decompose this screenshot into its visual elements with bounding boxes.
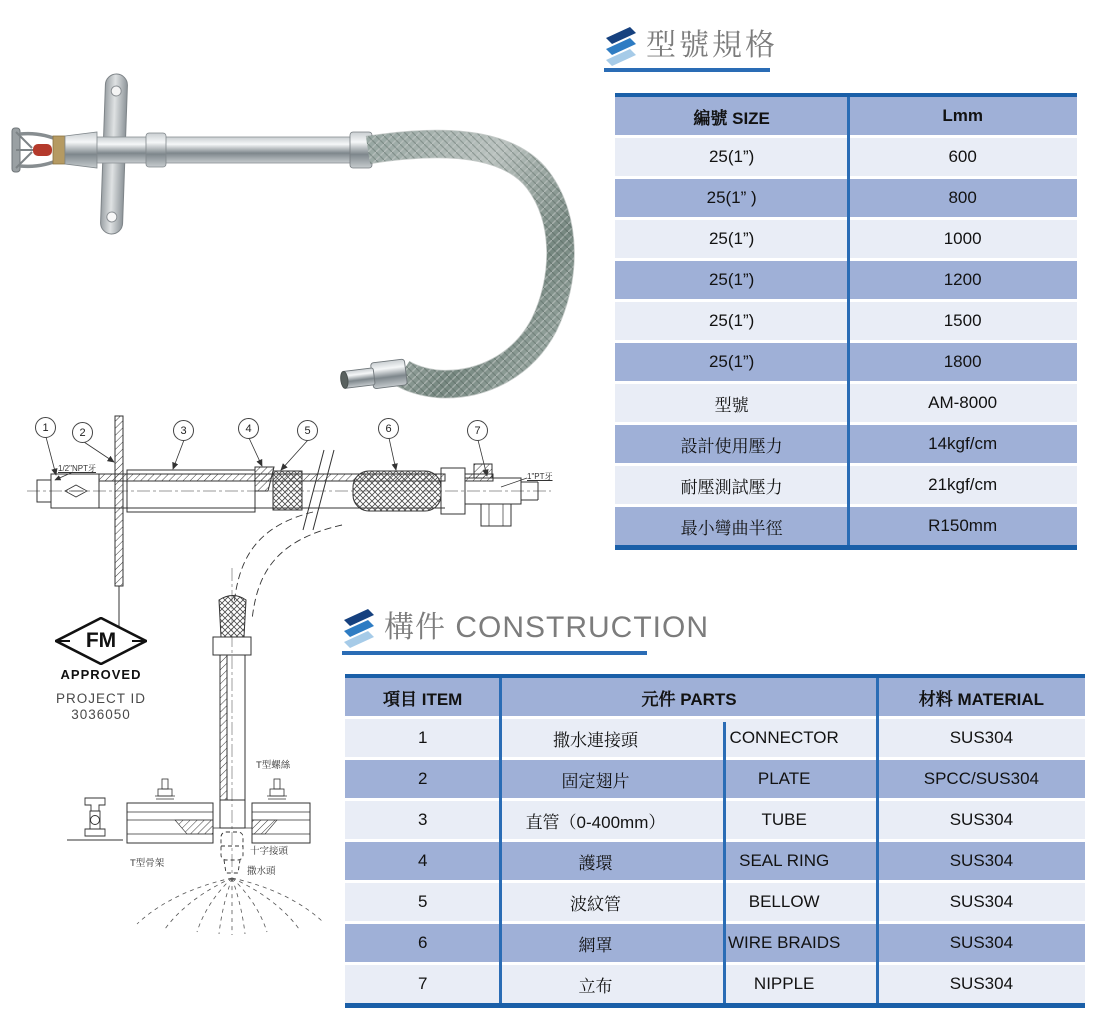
braided-hose: [368, 144, 561, 384]
fm-approved-text: APPROVED: [60, 667, 142, 682]
construction-part-en-cell: NIPPLE: [753, 974, 815, 993]
project-id-number: 3036050: [71, 707, 131, 722]
spec-row: [615, 343, 1077, 381]
spec-row: [615, 261, 1077, 299]
construction-part-zh-cell: 固定翅片: [561, 771, 630, 791]
spec-size-cell: 25(1”): [708, 270, 755, 289]
spec-col-size-header: 編號 SIZE: [693, 108, 770, 128]
spec-lmm-cell: 1800: [943, 352, 982, 371]
construction-col-item-header: 項目 ITEM: [383, 689, 463, 709]
spec-lmm-cell: AM-8000: [928, 393, 998, 412]
chevron-stack-icon: [604, 26, 638, 66]
construction-table-body: [345, 719, 1085, 1003]
construction-row: [345, 924, 1085, 962]
construction-material-cell: SUS304: [949, 974, 1014, 993]
construction-row: [345, 760, 1085, 798]
construction-part-zh-cell: 撒水連接頭: [552, 730, 638, 750]
spec-lmm-cell: 800: [948, 188, 977, 207]
spec-lmm-cell: R150mm: [928, 516, 998, 535]
callout-4: 4: [238, 418, 259, 439]
spec-row: [615, 425, 1077, 463]
spec-row: [615, 507, 1077, 545]
spec-lmm-cell: 14kgf/cm: [928, 434, 998, 453]
spec-col-lmm-header: Lmm: [942, 106, 983, 125]
construction-material-cell: SPCC/SUS304: [923, 769, 1040, 788]
construction-part-zh-cell: 護環: [578, 853, 613, 873]
spec-title-underline: [604, 68, 770, 72]
construction-item-cell: 7: [417, 974, 428, 993]
construction-row: [345, 801, 1085, 839]
fm-logo-text: FM: [85, 629, 117, 652]
chevron-stack-icon: [342, 608, 376, 648]
construction-part-en-cell: BELLOW: [748, 892, 820, 911]
construction-part-en-cell: WIRE BRAIDS: [727, 933, 841, 952]
construction-row: [345, 842, 1085, 880]
end-fitting: [339, 359, 407, 393]
thread-label-left: 1/2"NPT牙: [58, 464, 96, 473]
construction-material-cell: SUS304: [949, 851, 1014, 870]
construction-divider-mid: [723, 722, 726, 1003]
construction-material-cell: SUS304: [949, 892, 1014, 911]
spec-size-cell: 最小彎曲半徑: [680, 518, 783, 538]
product-photo-flexible-sprinkler-hose: [0, 40, 600, 400]
construction-item-cell: 1: [417, 728, 428, 747]
construction-divider-2: [876, 678, 879, 1003]
construction-material-cell: SUS304: [949, 933, 1014, 952]
construction-section-title: [342, 608, 709, 648]
construction-material-cell: SUS304: [949, 728, 1014, 747]
fm-approved-mark: [43, 617, 159, 722]
thread-label-right: 1"PT牙: [527, 472, 553, 481]
construction-item-cell: 2: [417, 769, 428, 788]
spec-size-cell: 25(1”): [708, 352, 755, 371]
spec-section-title: [604, 26, 778, 66]
construction-item-cell: 5: [417, 892, 428, 911]
spec-column-divider: [847, 97, 850, 545]
project-id-label: PROJECT ID: [55, 691, 146, 706]
construction-title-text: 構件 CONSTRUCTION: [384, 611, 709, 644]
construction-part-zh-cell: 波紋管: [569, 894, 621, 914]
spec-row: [615, 179, 1077, 217]
construction-row: [345, 883, 1085, 921]
t-screw-label: T型螺絲: [256, 760, 291, 771]
construction-item-cell: 6: [417, 933, 428, 952]
construction-part-en-cell: TUBE: [761, 810, 807, 829]
callout-3: 3: [173, 420, 194, 441]
spec-row: [615, 302, 1077, 340]
construction-part-zh-cell: 直管（0-400mm）: [525, 812, 666, 832]
sprinkler-head-label: 撒水頭: [247, 866, 276, 877]
spec-table: [615, 93, 1077, 550]
spec-lmm-cell: 1000: [943, 229, 982, 248]
spec-lmm-cell: 600: [948, 147, 977, 166]
callout-7: 7: [467, 420, 488, 441]
spec-row: [615, 466, 1077, 504]
construction-header-row: [345, 678, 1085, 716]
spec-size-cell: 耐壓測試壓力: [680, 477, 783, 497]
spec-row: [615, 384, 1077, 422]
construction-row: [345, 965, 1085, 1003]
construction-col-parts-header: 元件 PARTS: [641, 689, 737, 709]
spec-row: [615, 138, 1077, 176]
spec-lmm-cell: 21kgf/cm: [928, 475, 998, 494]
spec-size-cell: 25(1”): [708, 229, 755, 248]
t-frame-label: T型骨架: [130, 858, 165, 869]
spec-table-body: [615, 138, 1077, 545]
spec-size-cell: 設計使用壓力: [680, 436, 783, 456]
construction-item-cell: 4: [417, 851, 428, 870]
construction-part-en-cell: CONNECTOR: [729, 728, 839, 747]
spec-header-row: [615, 97, 1077, 135]
spec-size-cell: 型號: [714, 395, 749, 415]
spec-lmm-cell: 1500: [943, 311, 982, 330]
construction-part-zh-cell: 立布: [578, 976, 613, 996]
construction-material-cell: SUS304: [949, 810, 1014, 829]
construction-item-cell: 3: [417, 810, 428, 829]
spec-size-cell: 25(1” ): [706, 188, 757, 207]
straight-tube: [58, 137, 360, 163]
construction-part-en-cell: SEAL RING: [739, 851, 830, 870]
callout-1: 1: [35, 417, 56, 438]
construction-part-zh-cell: 網罩: [578, 935, 613, 955]
construction-table: [345, 674, 1085, 1008]
callout-6: 6: [378, 418, 399, 439]
spec-size-cell: 25(1”): [708, 147, 755, 166]
spec-row: [615, 220, 1077, 258]
callout-2: 2: [72, 422, 93, 443]
construction-divider-1: [499, 678, 502, 1003]
cross-joint-label: 十字接頭: [250, 846, 289, 857]
spec-lmm-cell: 1200: [943, 270, 982, 289]
construction-part-en-cell: PLATE: [757, 769, 811, 788]
spec-title-text: 型號規格: [646, 29, 778, 62]
sprinkler-head: [12, 128, 97, 172]
spec-size-cell: 25(1”): [708, 311, 755, 330]
callout-5: 5: [297, 420, 318, 441]
construction-title-underline: [342, 651, 647, 655]
construction-row: [345, 719, 1085, 757]
construction-col-material-header: 材料 MATERIAL: [918, 689, 1045, 709]
